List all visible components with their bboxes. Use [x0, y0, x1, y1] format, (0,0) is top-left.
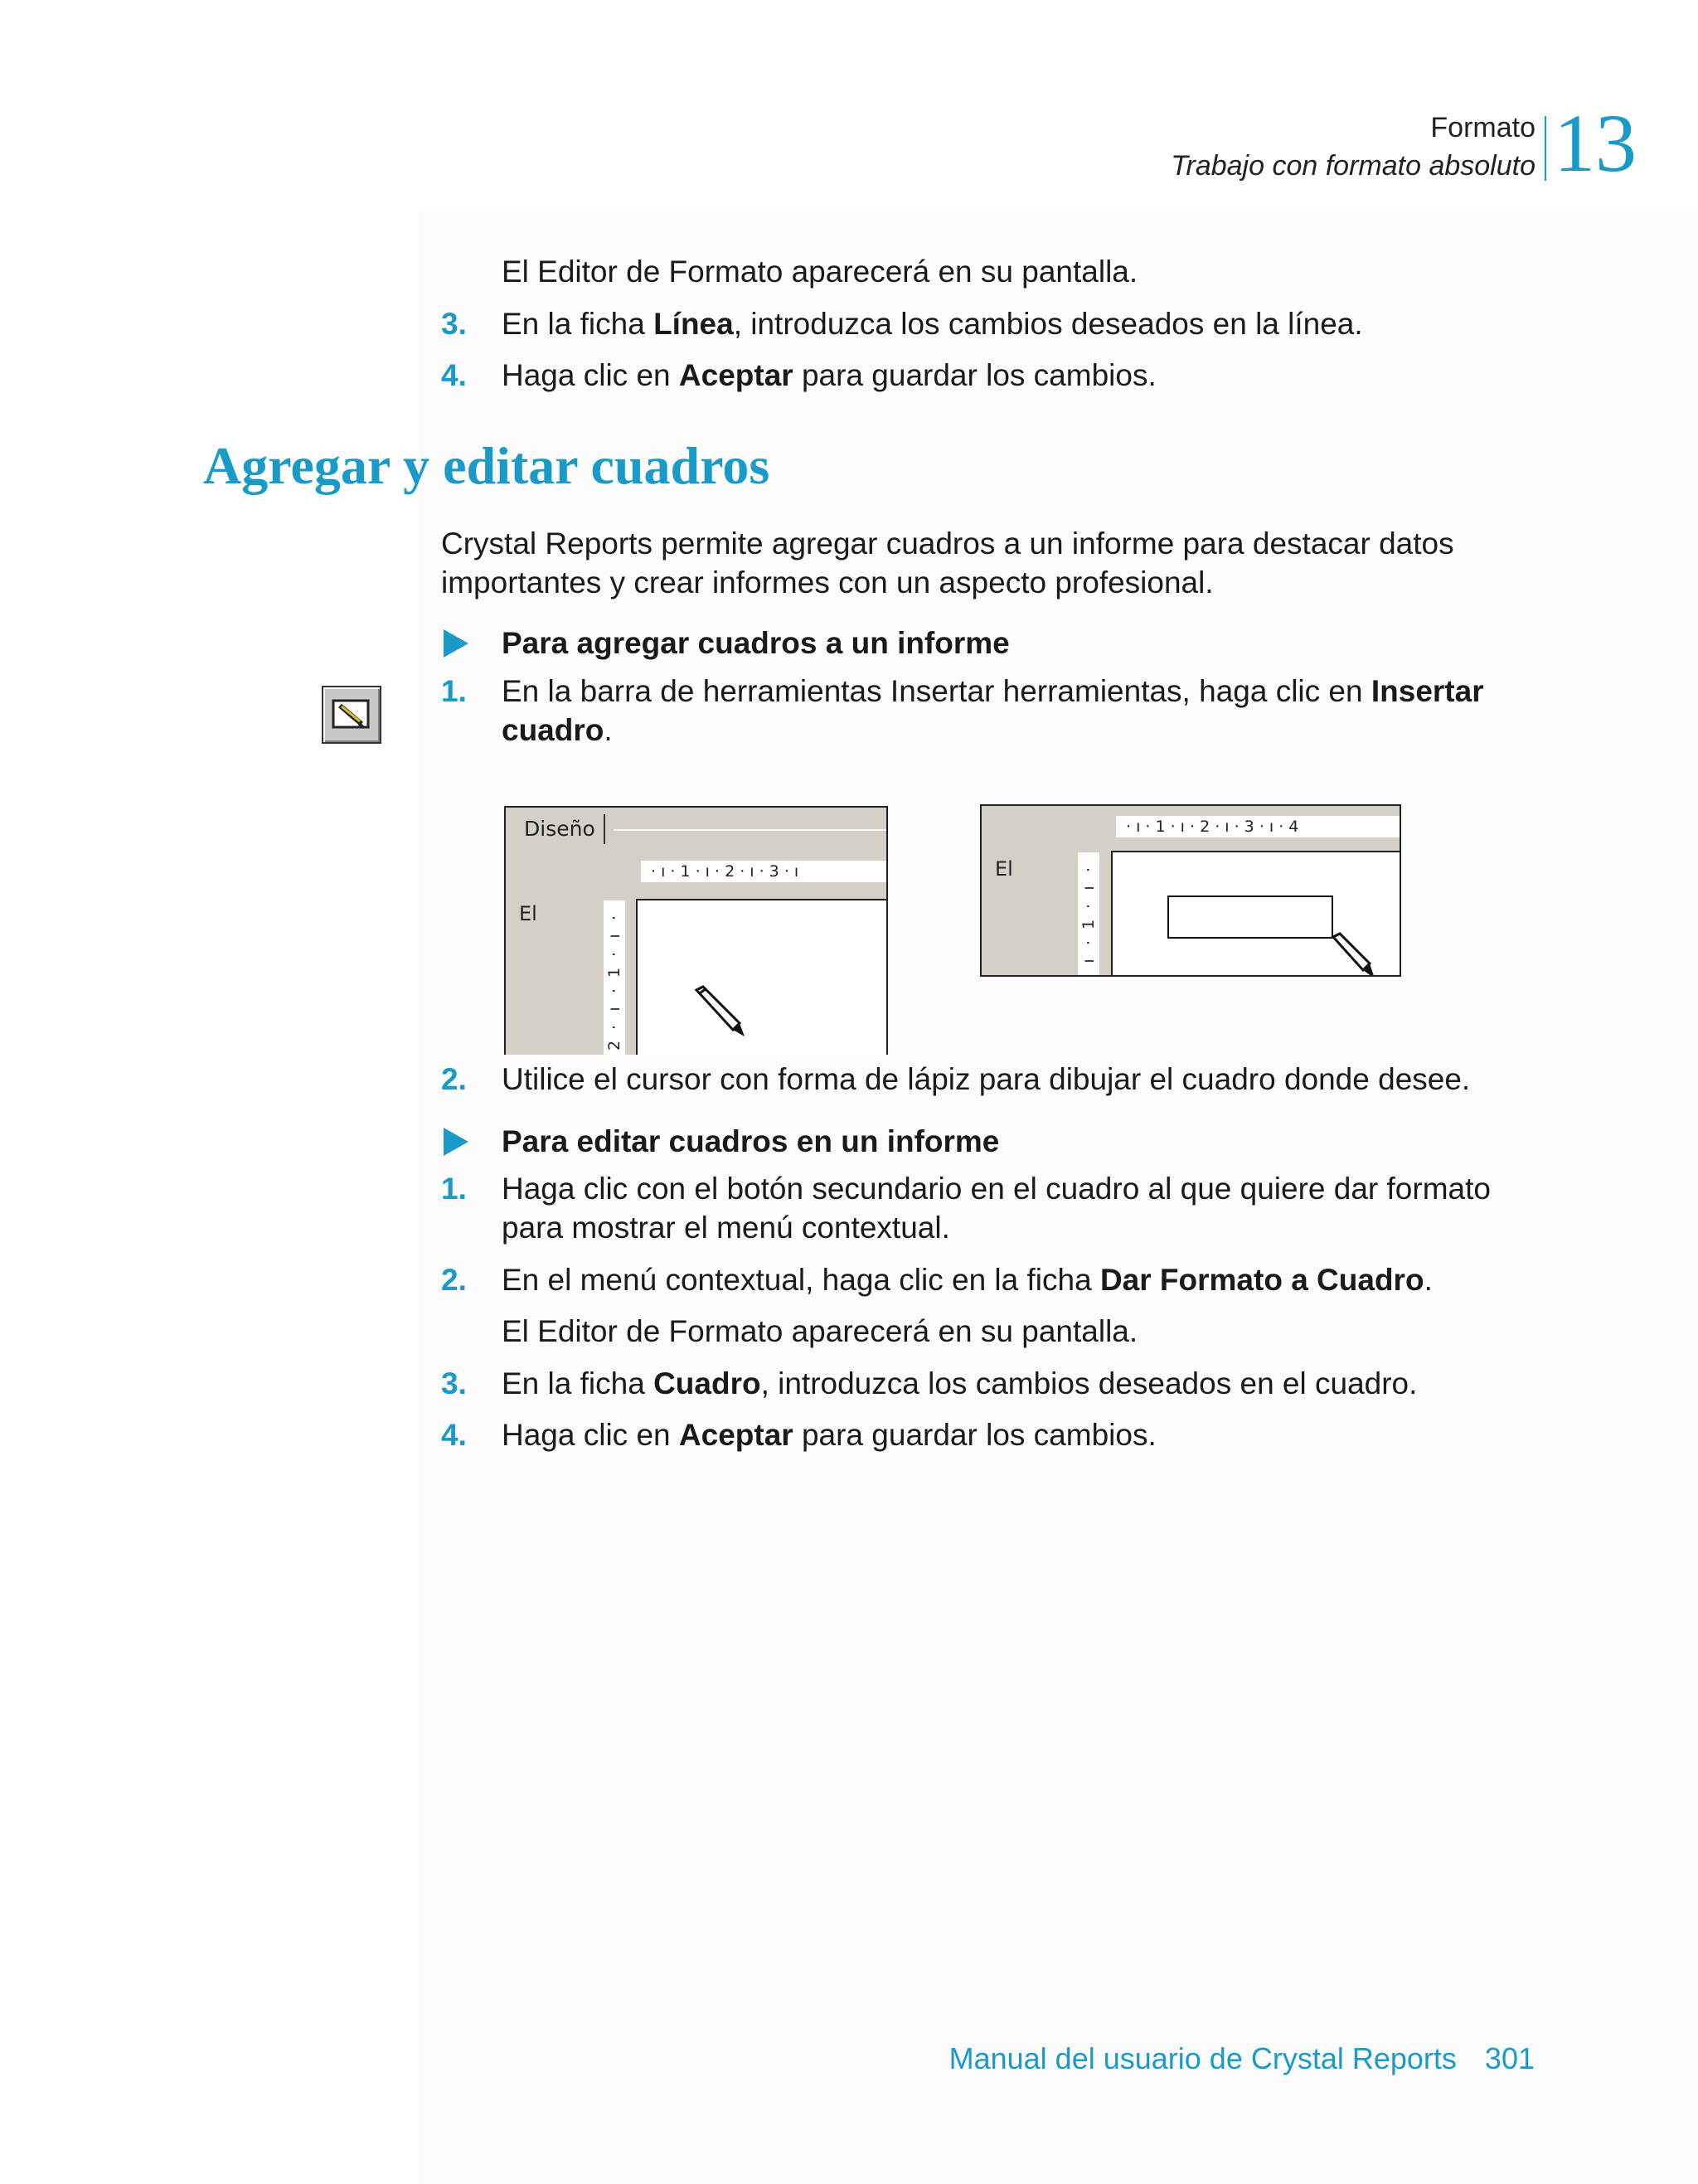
- edit-step-1-line-1: Haga clic con el botón secundario en el cuadro al que quiere dar formato: [502, 1172, 1491, 1206]
- add-step-1: En la barra de herramientas Insertar herramientas, haga clic en Insertar: [502, 674, 1484, 708]
- step-number: 2.: [441, 1062, 467, 1096]
- section-title: Trabajo con formato absoluto: [1171, 150, 1535, 182]
- section-description-line-1: Crystal Reports permite agregar cuadros a un informe para destacar datos: [441, 527, 1454, 561]
- step-number: 4.: [441, 358, 467, 392]
- running-header: [1171, 109, 1535, 186]
- procedure-edit-title: Para editar cuadros en un informe: [502, 1124, 1000, 1158]
- header-divider: [1545, 116, 1546, 181]
- page-footer: [949, 2040, 1535, 2078]
- vertical-ruler: · ı · 1 · ı · 2: [604, 900, 625, 1055]
- pencil-cursor-icon: [688, 982, 754, 1048]
- page-number: 301: [1484, 2041, 1535, 2075]
- procedure-arrow-icon: [444, 629, 468, 658]
- drawn-box: [1167, 895, 1333, 939]
- edit-step-2: En el menú contextual, haga clic en la ficha Dar Formato a Cuadro.: [502, 1263, 1433, 1297]
- pencil-cursor-icon: [1328, 930, 1386, 977]
- vertical-ruler: · ı · 1 · ı: [1078, 852, 1099, 977]
- horizontal-ruler: · ı · 1 · ı · 2 · ı · 3 · ı · 4: [1116, 816, 1401, 837]
- intro-step-4: Haga clic en Aceptar para guardar los cambios.: [502, 358, 1157, 392]
- design-canvas: [636, 899, 888, 1055]
- step-number: 3.: [441, 307, 467, 341]
- section-heading: Agregar y editar cuadros: [203, 436, 770, 495]
- step-number: 1.: [441, 1172, 467, 1206]
- edit-step-3: En la ficha Cuadro, introduzca los cambios deseados en el cuadro.: [502, 1366, 1418, 1400]
- screenshot-design-view: [504, 806, 888, 1055]
- step-number: 3.: [441, 1366, 467, 1400]
- step-number: 1.: [441, 674, 467, 708]
- insert-box-icon: [322, 686, 381, 744]
- intro-step-3: En la ficha Línea, introduzca los cambios deseados en la línea.: [502, 307, 1363, 341]
- horizontal-ruler: · ı · 1 · ı · 2 · ı · 3 · ı: [641, 861, 888, 882]
- chapter-title: Formato: [1430, 112, 1535, 143]
- procedure-add-title: Para agregar cuadros a un informe: [502, 626, 1010, 660]
- add-step-1-continued: cuadro.: [502, 713, 613, 747]
- procedure-arrow-icon: [444, 1128, 468, 1156]
- edit-step-1-line-2: para mostrar el menú contextual.: [502, 1211, 950, 1245]
- step-number: 2.: [441, 1263, 467, 1297]
- screenshot-drawing-box: [980, 804, 1401, 977]
- section-label: El: [995, 857, 1013, 881]
- section-description-line-2: importantes y crear informes con un aspecto profesional.: [441, 565, 1214, 599]
- intro-line: El Editor de Formato aparecerá en su pantalla.: [502, 255, 1138, 289]
- edit-step-2-note: El Editor de Formato aparecerá en su pantalla.: [502, 1314, 1138, 1348]
- section-label: El: [519, 902, 537, 925]
- add-step-2: Utilice el cursor con forma de lápiz para dibujar el cuadro donde desee.: [502, 1062, 1471, 1096]
- chapter-number: 13: [1554, 97, 1637, 189]
- design-tab: Diseño: [516, 814, 605, 844]
- edit-step-4: Haga clic en Aceptar para guardar los cambios.: [502, 1418, 1157, 1452]
- step-number: 4.: [441, 1418, 467, 1452]
- book-title: Manual del usuario de Crystal Reports: [948, 2041, 1457, 2075]
